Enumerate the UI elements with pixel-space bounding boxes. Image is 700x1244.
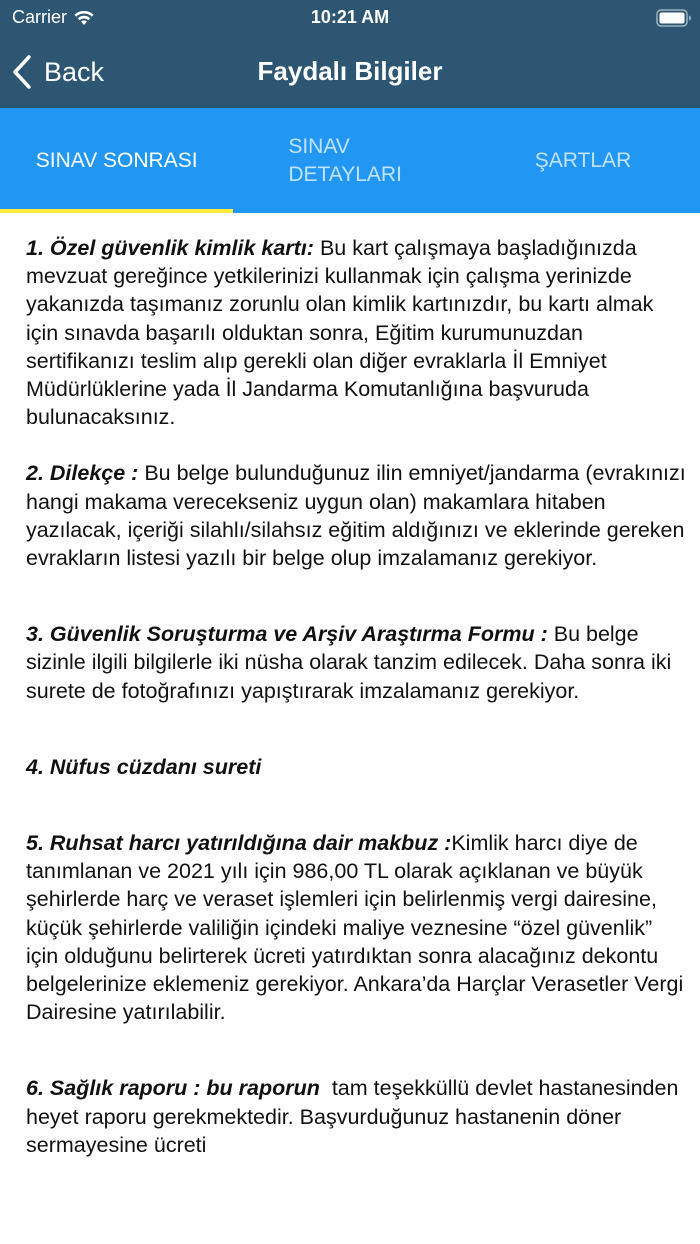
tab-sartlar[interactable] [466, 108, 699, 213]
section-heading: 2. Dilekçe : [26, 461, 139, 486]
section-ruhsat-harci [26, 829, 686, 1026]
section-heading: 5. Ruhsat harcı yatırıldığına dair makbuz : [26, 831, 452, 856]
back-label: Back [44, 56, 105, 87]
tab-label: ŞARTLAR [534, 148, 632, 172]
section-heading: 3. Güvenlik Soruşturma ve Arşiv Araştırma Formu : [26, 622, 548, 647]
section-dilekce [26, 459, 686, 572]
navigation-bar [0, 36, 700, 108]
tab-sinav-sonrasi[interactable] [0, 108, 233, 213]
tab-label: SINAV DETAYLARI [288, 134, 402, 186]
page-title: Faydalı Bilgiler [257, 56, 443, 86]
active-tab-indicator [0, 209, 233, 213]
section-body: Bu kart çalışmaya başladığınızda mevzuat gereğince yetkilerinizi kullanmak için çalışma yerinizde yakanızda taşımanız zorunlu olan kimlik kartınızdır, bu kartı almak için sınavda başarılı olduktan sonra, Eğitim kurumunuzdan sertifikanızı teslim alıp gerekli olan diğer evraklarla İl Emniyet Müdürlüklerine yada İl Jandarma Komutanlığına başvuruda bulunacaksınız. [26, 236, 654, 430]
info-content [26, 234, 686, 1159]
tab-bar [0, 108, 700, 213]
status-bar [0, 0, 700, 36]
section-body: Bu belge bulunduğunuz ilin emniyet/jandarma (evrakınızı hangi makama verecekseniz uygun olan) makamlara hitaben yazılacak, içeriği silahlı/silahsız eğitim aldığınızı ve eklerinde gereken evrakların listesi yazılı bir belge olup imzalamanız gerekiyor. [26, 461, 686, 571]
status-time: 10:21 AM [310, 7, 390, 27]
section-body: Kimlik harcı diye de tanımlanan ve 2021 yılı için 986,00 TL olarak açıklanan ve büyük şehirlerde harç ve veraset işlemleri için belirlenmiş vergi dairesine, küçük şehirlerde valiliğin içindeki maliye veznesine “özel güvenlik” için olduğunu belirterek ücreti yatırdıktan sonra alacağınız dekontu belgelerinize eklemeniz gerekiyor. Ankara’da Harçlar Verasetler Vergi Dairesine yatırılabilir. [26, 831, 684, 1025]
tab-label: SINAV SONRASI [35, 148, 198, 172]
section-kimlik-karti [26, 234, 686, 431]
battery-full-icon [656, 9, 692, 27]
section-saglik-raporu [26, 1074, 686, 1159]
section-heading: 4. Nüfus cüzdanı sureti [26, 754, 262, 779]
section-guvenlik-sorusturma [26, 620, 686, 705]
tab-sinav-detaylari[interactable] [233, 108, 466, 213]
section-body: tam teşekküllü devlet hastanesinden heyet raporu gerekmektedir. Başvurduğunuz hastanenin döner sermayesine ücreti [26, 1076, 685, 1157]
section-body: Bu belge sizinle ilgili bilgilerle iki nüsha olarak tanzim edilecek. Daha sonra iki surete de fotoğrafınızı yapıştırarak imzalamanız gerekiyor. [26, 622, 672, 703]
section-heading: 6. Sağlık raporu : bu raporun [26, 1076, 320, 1101]
section-nufus-cuzdani [26, 753, 686, 781]
carrier-label: Carrier [12, 7, 68, 27]
section-heading: 1. Özel güvenlik kimlik kartı: [26, 236, 314, 260]
